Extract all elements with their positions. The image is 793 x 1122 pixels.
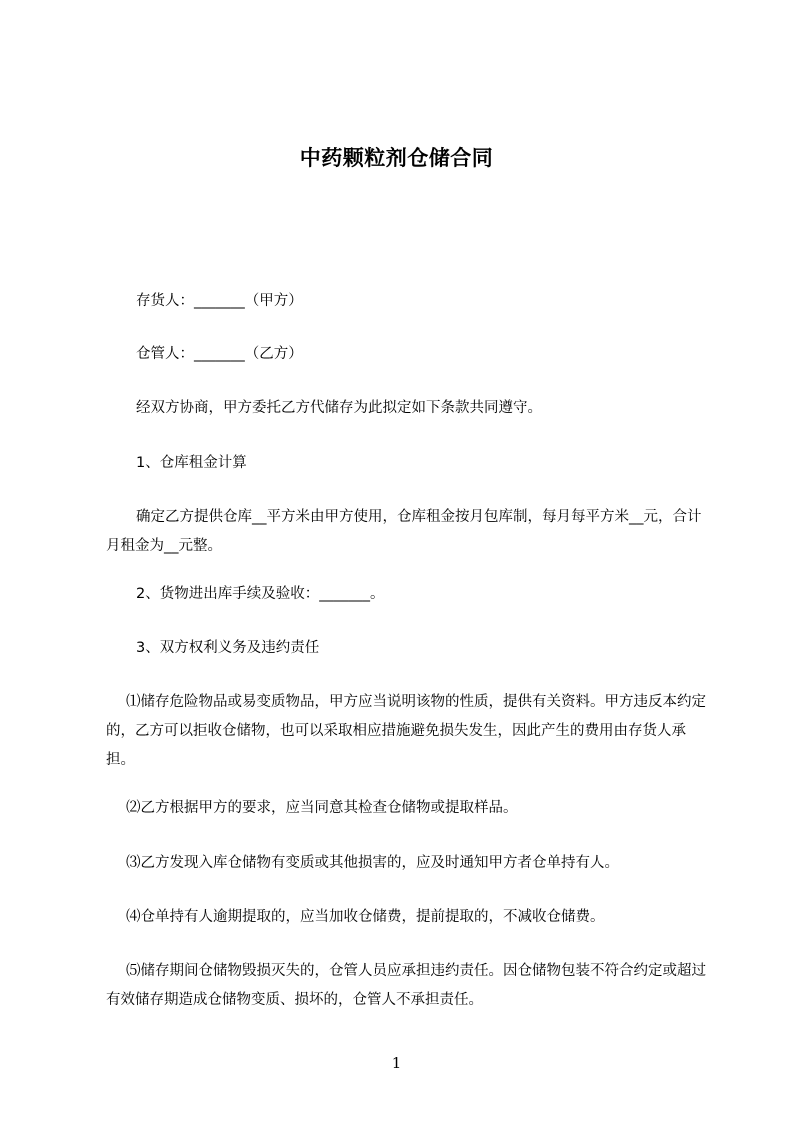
clause-3: ⑶乙方发现入库仓储物有变质或其他损害的，应及时通知甲方者仓单持有人。	[126, 855, 619, 871]
document-title: 中药颗粒剂仓储合同	[299, 146, 494, 170]
clause-5: ⑸储存期间仓储物毁损灭失的，仓管人员应承担违约责任。因仓储物包装不符合约定或超过有效储存期造成仓储物变质、损坏的，仓管人不承担责任。	[106, 963, 706, 1008]
clause-2: ⑵乙方根据甲方的要求，应当同意其检查仓储物或提取样品。	[126, 800, 518, 816]
section-1-body: 确定乙方提供仓库__平方米由甲方使用，仓库租金按月包库制，每月每平方米__元，合计月租金为__元整。	[106, 509, 702, 554]
section-1-heading: 1、仓库租金计算	[136, 455, 247, 471]
clause-4: ⑷仓单持有人逾期提取的，应当加收仓储费，提前提取的，不减收仓储费。	[126, 909, 605, 925]
intro-paragraph: 经双方协商，甲方委托乙方代储存为此拟定如下条款共同遵守。	[136, 400, 542, 416]
depositor-line: 存货人：_______（甲方）	[136, 293, 303, 309]
section-3-heading: 3、双方权利义务及违约责任	[136, 640, 320, 656]
warehouse-keeper-line: 仓管人：_______（乙方）	[136, 346, 303, 362]
page-number: 1	[391, 1054, 402, 1072]
clause-1: ⑴储存危险物品或易变质物品，甲方应当说明该物的性质，提供有关资料。甲方违反本约定的，乙方可以拒收仓储物，也可以采取相应措施避免损失发生，因此产生的费用由存货人承担。	[106, 694, 706, 768]
section-2-heading: 2、货物进出库手续及验收：_______。	[136, 586, 385, 602]
